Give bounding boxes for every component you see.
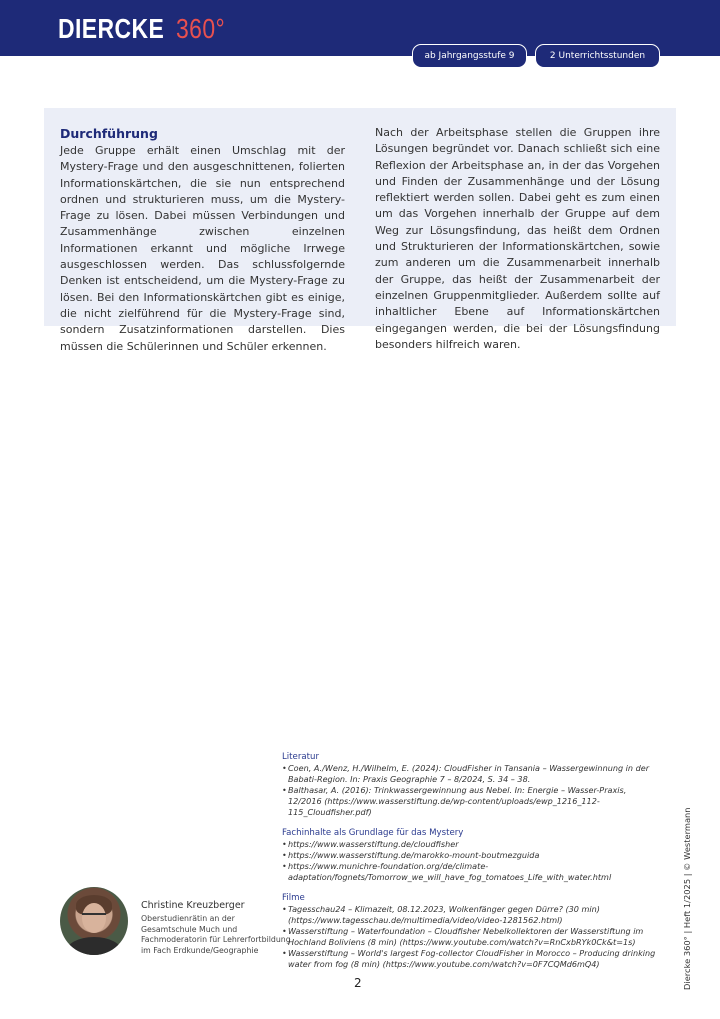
source-link[interactable]: • https://www.munichre-foundation.org/de/climate-adaptation/fognets/Tomorrow_we_will_have_fog_tomatoes_Life_with_water.html — [282, 861, 662, 883]
literature-item: • Balthasar, A. (2016): Trinkwassergewinnung aus Nebel. In: Energie – Wasser-Praxis, 12/2016 (https://www.wasserstiftung.de/wp-content/uploads/ewp_1216_112-115_Cloudfisher.pdf) — [282, 785, 662, 818]
grade-badge: ab Jahrgangsstufe 9 — [412, 44, 527, 68]
references — [282, 751, 662, 979]
films-heading: Filme — [282, 893, 305, 903]
literature-heading: Literatur — [282, 752, 319, 762]
author-description: Oberstudienrätin an der Gesamtschule Much und Fachmoderatorin für Lehrerfortbildung im Fach Erdkunde/Geographie — [141, 914, 291, 955]
procedure-left-column — [60, 125, 345, 355]
logo-number: 360° — [175, 13, 225, 44]
page-number: 2 — [354, 976, 362, 990]
vertical-footer-info: Diercke 360° | Heft 1/2025 | © Westermann — [682, 807, 692, 990]
glasses-icon — [82, 913, 106, 921]
film-item[interactable]: • Wasserstiftung – World's largest Fog-collector CloudFisher in Morocco – Producing drinking water from fog (8 min) (https://www.youtube.com/watch?v=0F7CQMd6mQ4) — [282, 948, 662, 970]
procedure-right-text: Nach der Arbeitsphase stellen die Gruppen ihre Lösungen begründet vor. Danach schließt sich eine Reflexion der Arbeitsphase an, in der das Vorgehen und Finden der Zusammenhänge und der Lösung reflektiert werden sollen. Dabei geht es zum einen um das Vorgehen innerhalb der Gruppe auf dem Weg zur Lösungsfindung, das heißt dem Ordnen und Strukturieren der Informationskärtchen, sowie zum anderen um die Zusammenarbeit innerhalb der Gruppe, das heißt der Zusammenarbeit der einzelnen Gruppenmitglieder. Außerdem sollte auf inhaltlicher Ebene auf Informationskärtchen eingegangen werden, die bei der Lösungsfindung besonders hilfreich waren. — [375, 126, 660, 351]
film-item[interactable]: • Tagesschau24 – Klimazeit, 08.12.2023, Wolkenfänger gegen Dürre? (30 min) (https://www.tagesschau.de/multimedia/video/video-1281562.html) — [282, 904, 662, 926]
source-link[interactable]: • https://www.wasserstiftung.de/marokko-mount-boutmezguida — [282, 850, 662, 861]
literature-item: • Coen, A./Wenz, H./Wilhelm, E. (2024): CloudFisher in Tansania – Wassergewinnung in der Babati-Region. In: Praxis Geographie 7 – 8/2024, S. 34 – 38. — [282, 763, 662, 785]
procedure-left-text: Jede Gruppe erhält einen Umschlag mit der Mystery-Frage und den ausgeschnittenen, folierten Informationskärtchen, die sie nun entsprechend ordnen und strukturieren muss, um die Mystery-Frage zu lösen. Dabei müssen Verbindungen und Zusammenhänge zwischen einzelnen Informationen erkannt und mögliche Irrwege ausgeschlossen werden. Das schlussfolgernde Denken ist entscheidend, um die Mystery-Frage zu lösen. Bei den Informationskärtchen gibt es einige, die nicht zielführend für die Mystery-Frage sind, sondern Zusatzinformationen darstellen. Dies müssen die Schülerinnen und Schüler erkennen. — [60, 144, 345, 353]
diercke-logo — [58, 12, 235, 46]
procedure-heading: Durchführung — [60, 126, 158, 141]
literature-section — [282, 751, 662, 818]
procedure-box — [44, 108, 676, 353]
author-name: Christine Kreuzberger — [141, 900, 245, 911]
sources-heading: Fachinhalte als Grundlage für das Mystery — [282, 828, 464, 838]
films-section — [282, 892, 662, 970]
source-link[interactable]: • https://www.wasserstiftung.de/cloudfisher — [282, 839, 662, 850]
film-item[interactable]: • Wasserstiftung – Waterfoundation – Cloudfisher Nebelkollektoren der Wasserstiftung im Hochland Boliviens (8 min) (https://www.youtube.com/watch?v=RnCxbRYk0Ck&t=1s) — [282, 926, 662, 948]
author-photo — [60, 887, 128, 955]
sources-section — [282, 827, 662, 883]
logo-word: DIERCKE — [58, 13, 165, 44]
procedure-right-column — [375, 125, 660, 353]
lessons-badge: 2 Unterrichtsstunden — [535, 44, 660, 68]
